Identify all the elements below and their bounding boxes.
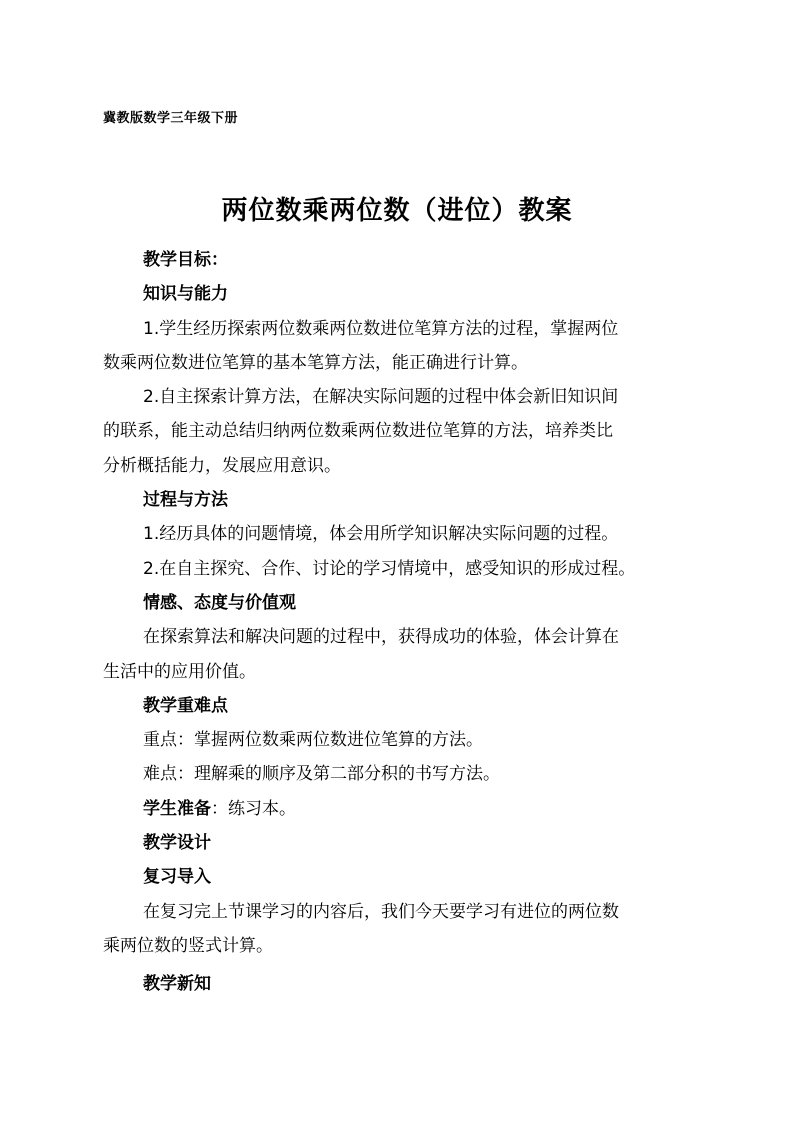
- design-heading: 教学设计: [143, 833, 211, 854]
- paragraph-line: 在探索算法和解决问题的过程中，获得成功的体验，体会计算在: [143, 627, 619, 648]
- process-heading: 过程与方法: [143, 490, 228, 511]
- emotion-heading: 情感、态度与价值观: [143, 592, 296, 613]
- paragraph-line: 2.在自主探究、合作、讨论的学习情境中，感受知识的形成过程。: [143, 558, 636, 579]
- prep-label: 学生准备: [143, 798, 211, 819]
- paragraph-line: 的联系，能主动总结归纳两位数乘两位数进位笔算的方法，培养类比: [103, 421, 613, 442]
- prep-value: ：练习本。: [211, 798, 296, 819]
- objectives-heading: 教学目标：: [143, 250, 228, 270]
- paragraph-line: 生活中的应用价值。: [103, 661, 256, 682]
- keypoints-heading: 教学重难点: [143, 695, 228, 716]
- paragraph-line: 数乘两位数进位笔算的基本笔算方法，能正确进行计算。: [103, 352, 528, 373]
- key-point: 重点：掌握两位数乘两位数进位笔算的方法。: [143, 730, 483, 751]
- knowledge-heading: 知识与能力: [143, 284, 228, 305]
- document-body: [103, 243, 701, 1002]
- paragraph-line: 在复习完上节课学习的内容后，我们今天要学习有进位的两位数: [143, 901, 619, 922]
- page-title: 两位数乘两位数（进位）教案: [221, 196, 573, 226]
- paragraph-line: 1.学生经历探索两位数乘两位数进位笔算方法的过程，掌握两位: [143, 318, 619, 339]
- difficult-point: 难点：理解乘的顺序及第二部分积的书写方法。: [143, 764, 500, 785]
- review-heading: 复习导入: [143, 867, 211, 888]
- new-knowledge-heading: 教学新知: [143, 974, 211, 995]
- header-text: 冀教版数学三年级下册: [103, 111, 239, 126]
- paragraph-line: 乘两位数的竖式计算。: [103, 935, 273, 956]
- paragraph-line: 2.自主探索计算方法，在解决实际问题的过程中体会新旧知识间: [143, 387, 619, 408]
- paragraph-line: 1.经历具体的问题情境，体会用所学知识解决实际问题的过程。: [143, 524, 619, 545]
- paragraph-line: 分析概括能力，发展应用意识。: [103, 455, 341, 476]
- prep-line: [103, 792, 701, 826]
